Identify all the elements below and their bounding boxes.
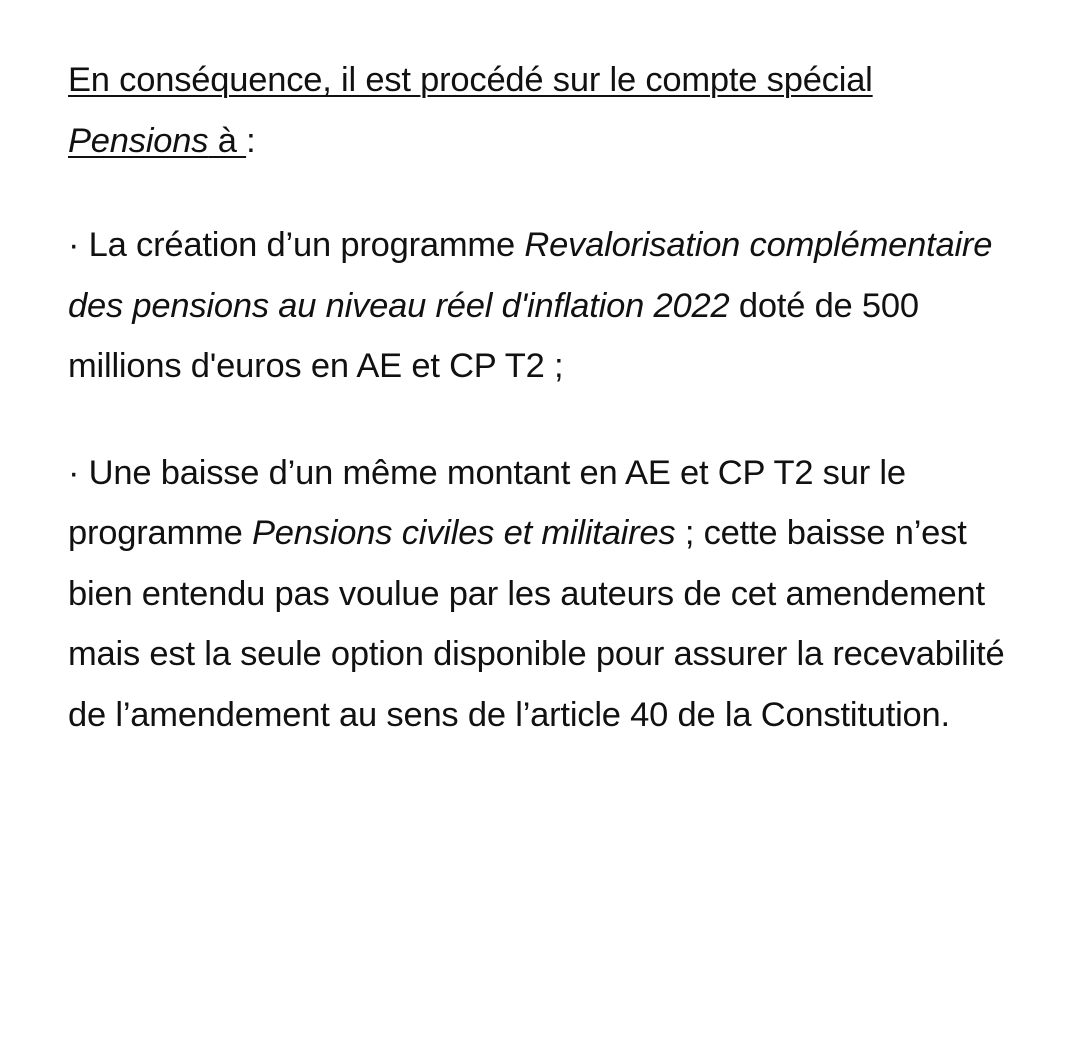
pensions-account-name: Pensions <box>68 121 209 160</box>
bullet1-programme-name: Revalorisation complémentaire des pensions au niveau réel d'inflation 2022 <box>68 226 993 325</box>
bullet1-tail: doté de 500 millions d'euros en AE et CP T2 ; <box>68 286 919 385</box>
bullet2-lead: · Une baisse d’un même montant en AE et CP T2 sur le programme <box>68 453 906 552</box>
intro-colon: : <box>246 121 256 160</box>
intro-a: à <box>208 121 247 160</box>
bullet-creation-programme <box>68 215 1018 397</box>
bullet-baisse-programme <box>68 443 1018 746</box>
intro-underlined-text: En conséquence, il est procédé sur le compte spécial <box>68 61 873 99</box>
bullet2-tail: ; cette baisse n’est bien entendu pas voulue par les auteurs de cet amendement mais est la seule option disponible pour assurer la recevabilité de l’amendement au sens de l’article 40 de la Constitution. <box>68 514 1005 734</box>
bullet2-programme-name: Pensions civiles et militaires <box>251 514 676 552</box>
document-body <box>68 50 1018 791</box>
bullet1-lead: · La création d’un programme <box>68 226 525 264</box>
intro-paragraph <box>68 50 1018 171</box>
